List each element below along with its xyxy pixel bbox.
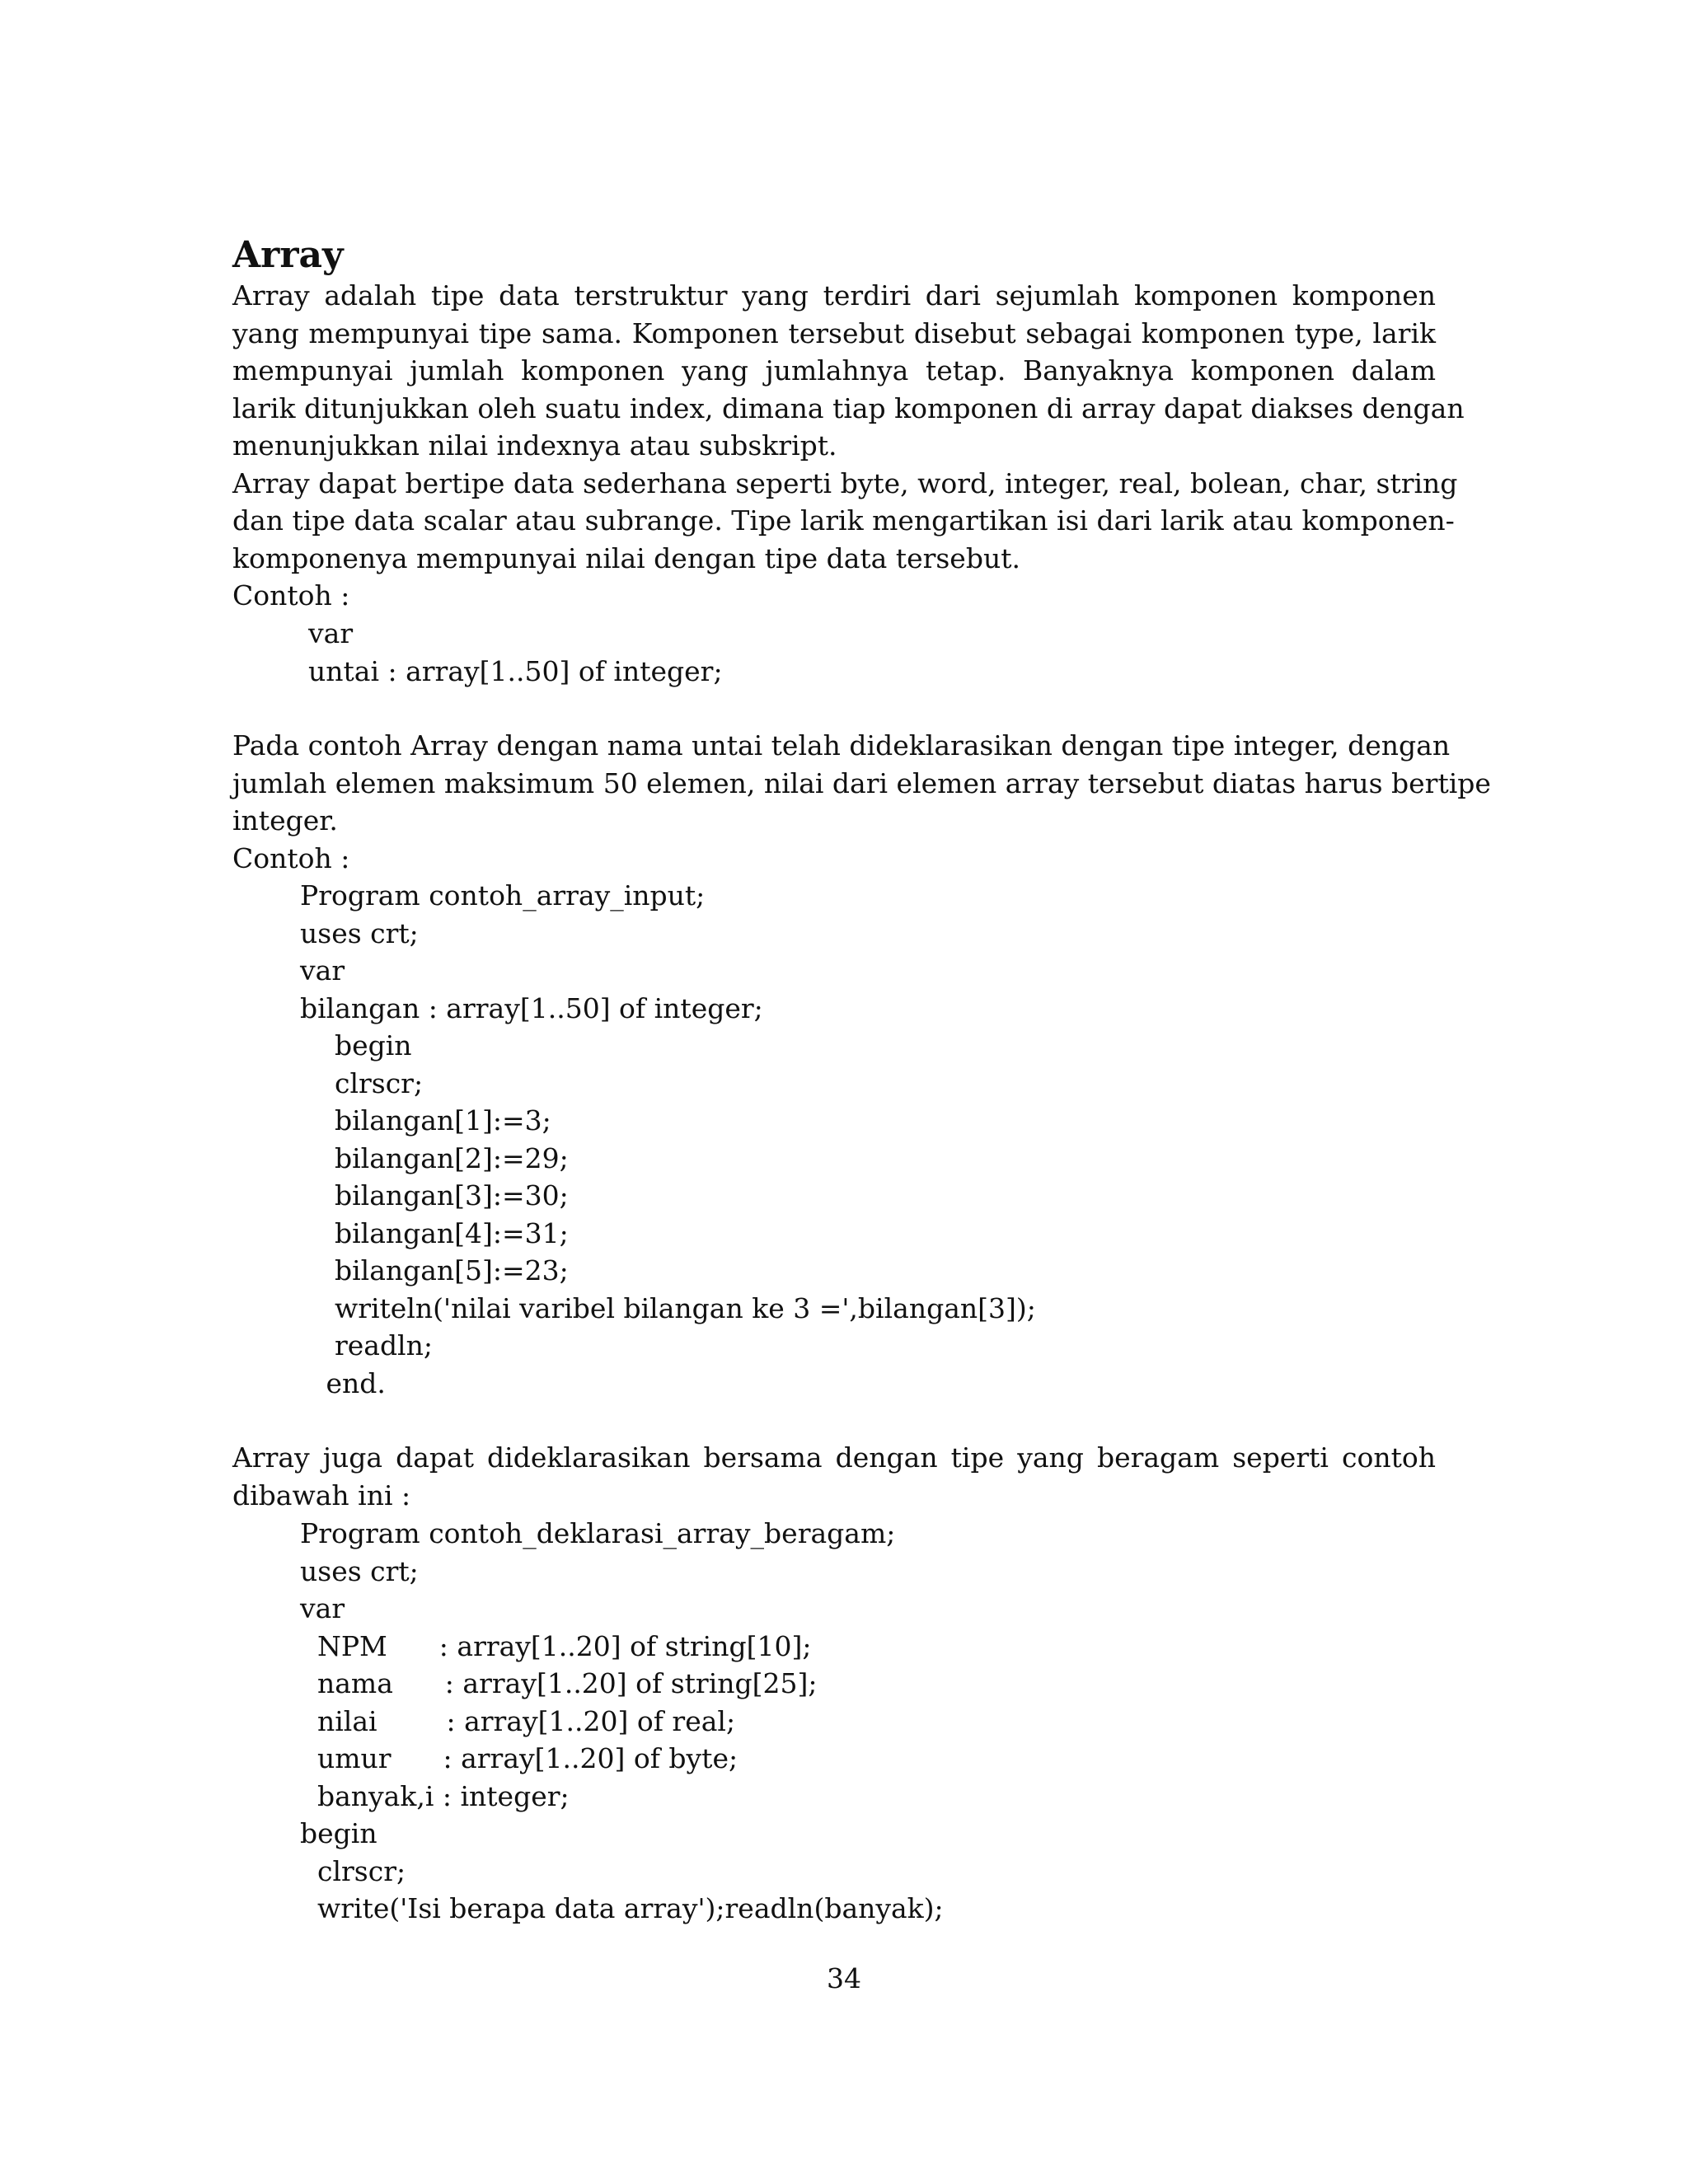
- intro-paragraph: [232, 277, 1465, 615]
- code-line: bilangan[5]:=23;: [300, 1254, 569, 1286]
- text-line: Pada contoh Array dengan nama untai telah dideklarasikan dengan tipe integer, dengan: [232, 729, 1451, 762]
- code-example-3: [300, 1515, 944, 1928]
- section-heading: Array: [232, 234, 344, 276]
- text-line: menunjukkan nilai indexnya atau subskript.: [232, 429, 837, 462]
- text-line: Array adalah tipe data terstruktur yang terdiri dari sejumlah komponen komponen: [232, 279, 1436, 312]
- code-line: clrscr;: [300, 1854, 406, 1887]
- code-line: nama : array[1..20] of string[25];: [300, 1667, 818, 1699]
- text-line: jumlah elemen maksimum 50 elemen, nilai dari elemen array tersebut diatas harus bertipe: [232, 766, 1491, 799]
- code-line: write('Isi berapa data array');readln(banyak);: [300, 1892, 944, 1924]
- text-line: larik ditunjukkan oleh suatu index, dimana tiap komponen di array dapat diakses dengan: [232, 391, 1465, 424]
- text-line: dan tipe data scalar atau subrange. Tipe larik mengartikan isi dari larik atau komponen-: [232, 504, 1455, 537]
- example-label: Contoh :: [232, 841, 350, 874]
- code-line: var: [308, 617, 354, 649]
- code-line: begin: [300, 1817, 377, 1849]
- code-line: NPM : array[1..20] of string[10];: [300, 1629, 812, 1662]
- code-line: banyak,i : integer;: [300, 1779, 570, 1812]
- code-line: bilangan : array[1..50] of integer;: [300, 991, 763, 1024]
- code-line: end.: [300, 1366, 386, 1399]
- text-line: integer.: [232, 804, 338, 837]
- code-line: begin: [300, 1029, 412, 1062]
- text-line: yang mempunyai tipe sama. Komponen tersebut disebut sebagai komponen type, larik: [232, 316, 1436, 349]
- code-example-2: [300, 877, 1036, 1402]
- code-line: clrscr;: [300, 1066, 424, 1099]
- code-line: nilai : array[1..20] of real;: [300, 1704, 736, 1737]
- code-line: readln;: [300, 1329, 433, 1361]
- code-line: umur : array[1..20] of byte;: [300, 1742, 738, 1774]
- text-line: dibawah ini :: [232, 1479, 411, 1511]
- code-line: Program contoh_deklarasi_array_beragam;: [300, 1517, 896, 1549]
- code-line: var: [300, 954, 345, 987]
- code-line: var: [300, 1592, 345, 1624]
- example-label: Contoh :: [232, 579, 350, 612]
- code-line: Program contoh_array_input;: [300, 879, 706, 912]
- code-line: untai : array[1..50] of integer;: [308, 654, 723, 687]
- text-line: Array dapat bertipe data sederhana seperti byte, word, integer, real, bolean, char, string: [232, 466, 1458, 499]
- text-line: mempunyai jumlah komponen yang jumlahnya tetap. Banyaknya komponen dalam: [232, 354, 1436, 387]
- code-example-1: [308, 615, 723, 690]
- text-line: Array juga dapat dideklarasikan bersama dengan tipe yang beragam seperti contoh: [232, 1441, 1436, 1474]
- code-line: writeln('nilai varibel bilangan ke 3 =',bilangan[3]);: [300, 1291, 1036, 1324]
- explanation-paragraph: [232, 727, 1491, 877]
- text-line: komponenya mempunyai nilai dengan tipe data tersebut.: [232, 541, 1020, 574]
- code-line: bilangan[2]:=29;: [300, 1141, 569, 1174]
- code-line: uses crt;: [300, 1554, 419, 1587]
- code-line: uses crt;: [300, 916, 419, 949]
- code-line: bilangan[1]:=3;: [300, 1104, 551, 1137]
- closing-paragraph: [232, 1439, 1436, 1514]
- code-line: bilangan[4]:=31;: [300, 1216, 569, 1249]
- page-number: 34: [827, 1962, 861, 1994]
- code-line: bilangan[3]:=30;: [300, 1179, 569, 1212]
